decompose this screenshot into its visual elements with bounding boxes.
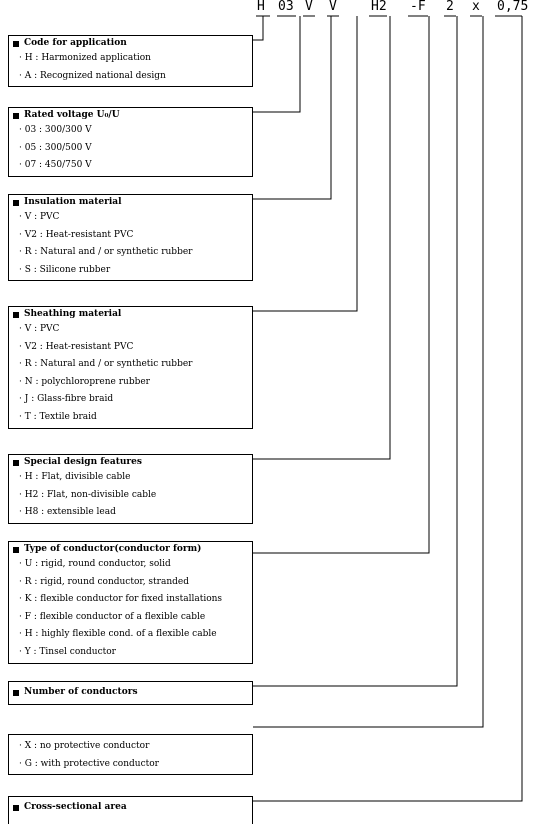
list-item: · H2 : Flat, non-divisible cable [19, 489, 157, 500]
square-bullet-icon [13, 41, 19, 47]
connector-cross [253, 16, 522, 801]
list-item: · 03 : 300/300 V [19, 125, 92, 135]
list-item: · V2 : Heat-resistant PVC [19, 341, 134, 352]
list-item: · R : rigid, round conductor, stranded [19, 576, 189, 587]
code-h: H [257, 0, 265, 14]
square-bullet-icon [13, 805, 19, 811]
box-special-design [8, 454, 253, 524]
code-03: 03 [278, 0, 294, 14]
box-number-conductors [8, 681, 253, 705]
box-title: Type of conductor(conductor form) [24, 544, 202, 554]
box-title: Code for application [24, 38, 127, 48]
code-x: x [472, 0, 480, 14]
list-item: · T : Textile braid [19, 411, 97, 422]
connector-voltage [253, 16, 300, 112]
box-rated-voltage [8, 107, 253, 177]
code-v-sheathing: V [329, 0, 337, 14]
box-protective-conductor [8, 734, 253, 775]
list-item: · U : rigid, round conductor, solid [19, 559, 171, 569]
list-item: · G : with protective conductor [19, 758, 159, 769]
list-item: · K : flexible conductor for fixed installations [19, 594, 223, 605]
list-item: · 05 : 300/500 V [19, 142, 92, 153]
box-title: Sheathing material [24, 309, 122, 319]
box-title: Number of conductors [24, 687, 138, 697]
list-item: · V : PVC [19, 212, 60, 222]
list-item: · V : PVC [19, 324, 60, 334]
list-item: · H : Harmonized application [19, 53, 151, 63]
list-item: · Y : Tinsel conductor [19, 646, 116, 657]
list-item: · A : Recognized national design [19, 70, 166, 81]
square-bullet-icon [13, 460, 19, 466]
square-bullet-icon [13, 113, 19, 119]
connector-special [253, 16, 390, 459]
code-h2: H2 [371, 0, 387, 14]
box-title: Insulation material [24, 197, 122, 207]
list-item: · R : Natural and / or synthetic rubber [19, 359, 193, 370]
box-insulation [8, 194, 253, 281]
list-item: · H8 : extensible lead [19, 507, 116, 518]
box-sheathing [8, 306, 253, 429]
code-v-insulation: V [305, 0, 313, 14]
connector-conductor [253, 16, 429, 553]
box-code-application [8, 35, 253, 87]
box-title: Special design features [24, 457, 142, 467]
list-item: · H : Flat, divisible cable [19, 472, 131, 482]
box-title: Cross-sectional area [24, 802, 127, 812]
box-conductor-type [8, 541, 253, 664]
square-bullet-icon [13, 200, 19, 206]
connector-protective [253, 16, 483, 727]
list-item: · X : no protective conductor [19, 741, 150, 751]
list-item: · J : Glass-fibre braid [19, 394, 114, 405]
box-title: Rated voltage U₀/U [24, 110, 120, 120]
code-075: 0,75 [497, 0, 529, 14]
square-bullet-icon [13, 547, 19, 553]
connector-sheathing [253, 16, 357, 311]
list-item: · R : Natural and / or synthetic rubber [19, 247, 193, 258]
box-cross-section [8, 796, 253, 824]
connector-insulation [253, 16, 331, 199]
connector-number [253, 16, 457, 686]
connector-application [253, 16, 263, 40]
code-f: -F [410, 0, 426, 14]
square-bullet-icon [13, 690, 19, 696]
list-item: · H : highly flexible cond. of a flexible cable [19, 629, 217, 640]
list-item: · F : flexible conductor of a flexible cable [19, 611, 206, 622]
list-item: · V2 : Heat-resistant PVC [19, 229, 134, 240]
list-item: · S : Silicone rubber [19, 264, 111, 275]
list-item: · N : polychloroprene rubber [19, 376, 150, 387]
code-2: 2 [446, 0, 454, 14]
square-bullet-icon [13, 312, 19, 318]
list-item: · 07 : 450/750 V [19, 160, 92, 171]
